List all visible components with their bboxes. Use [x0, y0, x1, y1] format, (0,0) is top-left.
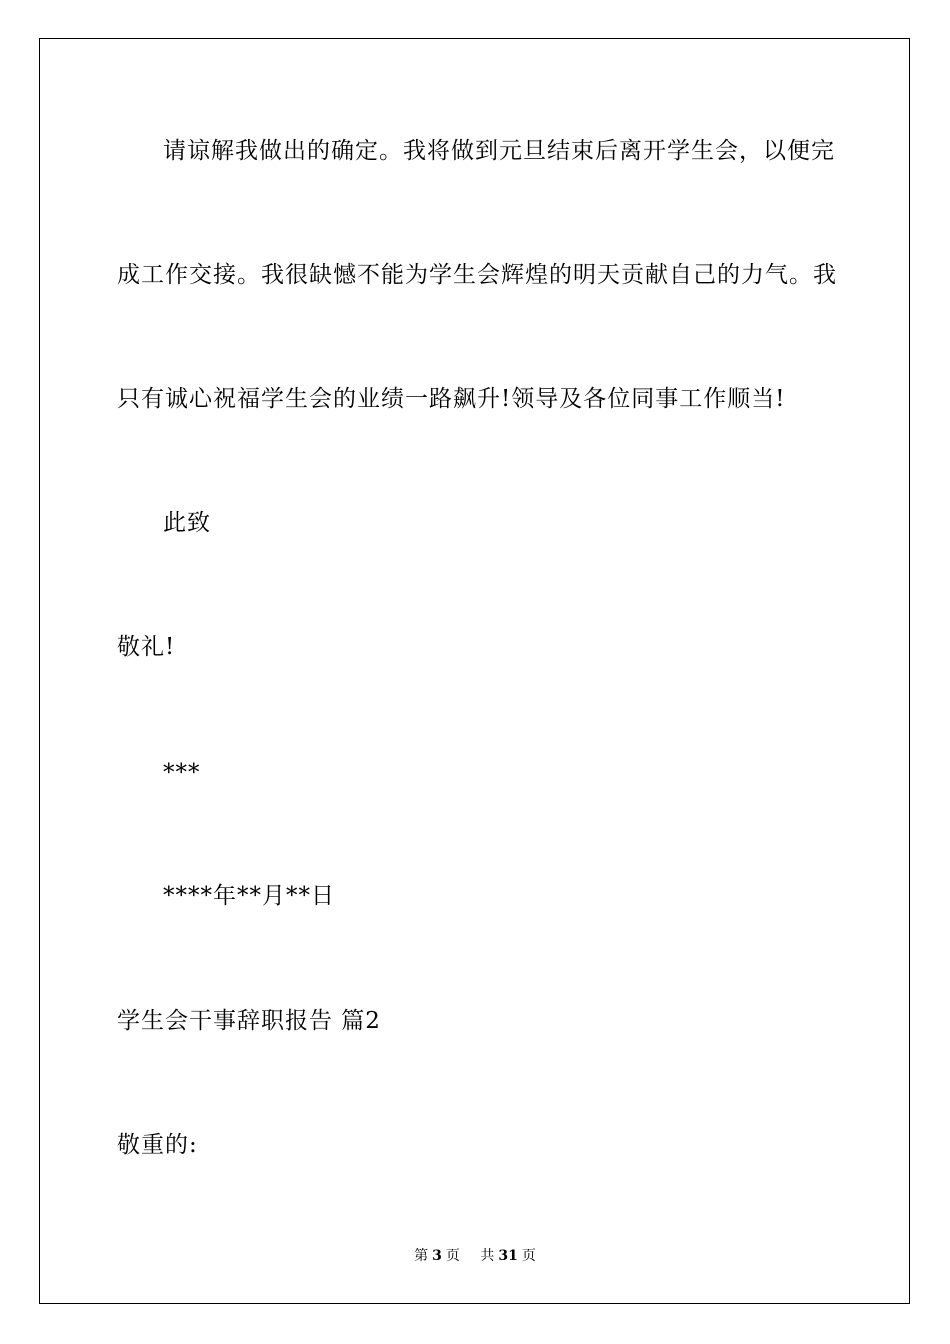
page-footer [0, 1246, 950, 1266]
page-prefix: 第 [414, 1248, 429, 1264]
closing-phrase: 此致 [163, 510, 211, 536]
total-prefix: 共 [480, 1248, 495, 1264]
total-suffix: 页 [521, 1248, 536, 1264]
page-frame [39, 38, 910, 1304]
paragraph-line-3: 只有诚心祝福学生会的业绩一路飙升!领导及各位同事工作顺当! [117, 386, 786, 412]
paragraph-line-2: 成工作交接。我很缺憾不能为学生会辉煌的明天贡献自己的力气。我 [117, 262, 837, 288]
page-indicator [410, 1248, 464, 1264]
paragraph-line-1: 请谅解我做出的确定。我将做到元旦结束后离开学生会，以便完 [163, 138, 835, 164]
closing-salute: 敬礼! [117, 634, 176, 660]
page-suffix: 页 [445, 1248, 460, 1264]
total-indicator [476, 1248, 539, 1264]
total-pages: 31 [498, 1248, 518, 1264]
salutation: 敬重的: [117, 1132, 198, 1158]
section-title: 学生会干事辞职报告 篇2 [117, 1008, 381, 1034]
signature: *** [163, 760, 201, 786]
page-number: 3 [432, 1248, 442, 1264]
date: ****年**月**日 [163, 883, 335, 909]
